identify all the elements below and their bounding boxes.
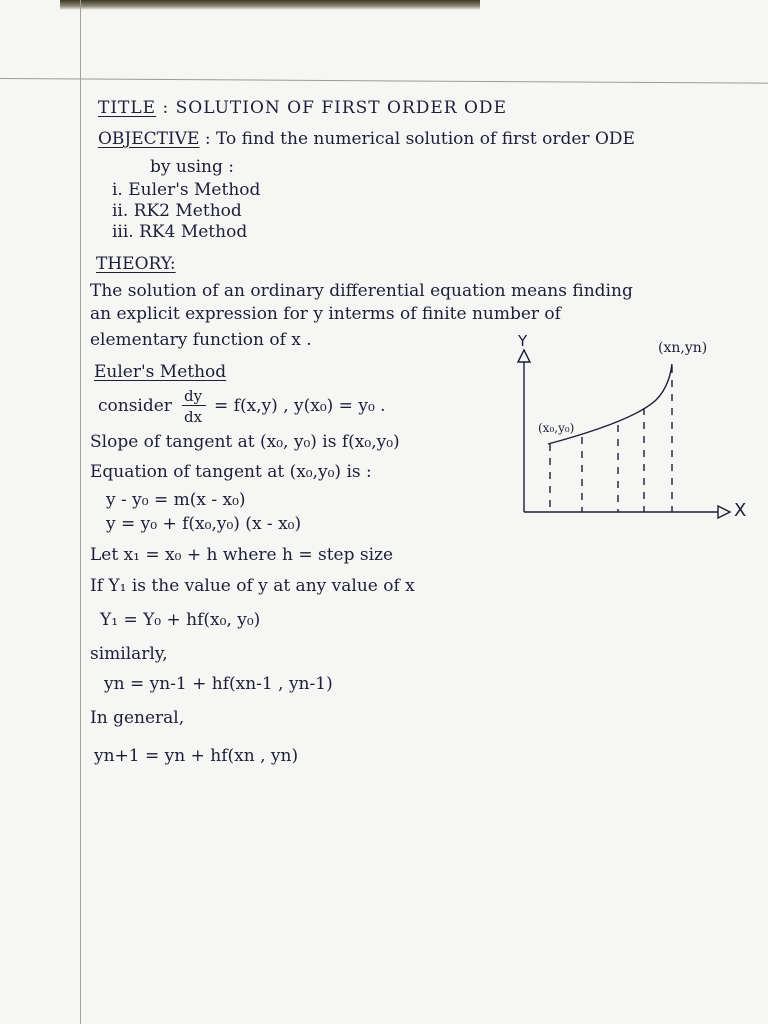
- title-separator: :: [162, 98, 170, 118]
- euler-line: Let x₁ = x₀ + h where h = step size: [90, 545, 394, 565]
- fraction-numerator: dy: [184, 387, 203, 405]
- objective-label: OBJECTIVE: [98, 129, 200, 149]
- title-text: SOLUTION OF FIRST ORDER ODE: [175, 98, 507, 118]
- x-axis-label: X: [734, 500, 747, 521]
- euler-line: y = y₀ + f(x₀,y₀) (x - x₀): [106, 514, 302, 534]
- method-item: i. Euler's Method: [112, 180, 261, 200]
- euler-heading: Euler's Method: [94, 362, 227, 382]
- objective-separator: :: [204, 129, 211, 149]
- fraction-denominator: dx: [184, 408, 203, 426]
- euler-line: If Y₁ is the value of y at any value of x: [90, 576, 415, 596]
- end-point-label: (xn,yn): [658, 340, 708, 356]
- start-point-label: (x₀,y₀): [538, 421, 575, 435]
- theory-line: an explicit expression for y interms of finite number of: [90, 304, 561, 324]
- ode-equation: = f(x,y) , y(x₀) = y₀ .: [214, 396, 386, 416]
- euler-line: In general,: [90, 708, 185, 728]
- euler-line: y - y₀ = m(x - x₀): [106, 490, 246, 510]
- theory-line: The solution of an ordinary differential equation means finding: [90, 281, 633, 301]
- euler-line: Equation of tangent at (x₀,y₀) is :: [90, 462, 372, 482]
- objective-text: To find the numerical solution of first order ODE: [215, 129, 635, 149]
- method-item: iii. RK4 Method: [112, 222, 248, 242]
- euler-line: Slope of tangent at (x₀, y₀) is f(x₀,y₀): [90, 432, 400, 452]
- euler-line: yn = yn-1 + hf(xn-1 , yn-1): [104, 674, 333, 694]
- euler-line: yn+1 = yn + hf(xn , yn): [94, 746, 299, 766]
- y-axis-arrow: [518, 350, 530, 362]
- theory-heading: THEORY:: [96, 254, 176, 274]
- title-label: TITLE: [98, 98, 157, 118]
- euler-line: Y₁ = Y₀ + hf(x₀, y₀): [100, 610, 261, 630]
- y-axis-label: Y: [518, 332, 528, 350]
- euler-line: similarly,: [90, 644, 168, 664]
- method-item: ii. RK2 Method: [112, 201, 242, 221]
- objective-by-using: by using :: [150, 157, 234, 177]
- x-axis-arrow: [718, 506, 730, 518]
- consider-label: consider: [98, 396, 172, 416]
- theory-line: elementary function of x .: [90, 330, 312, 350]
